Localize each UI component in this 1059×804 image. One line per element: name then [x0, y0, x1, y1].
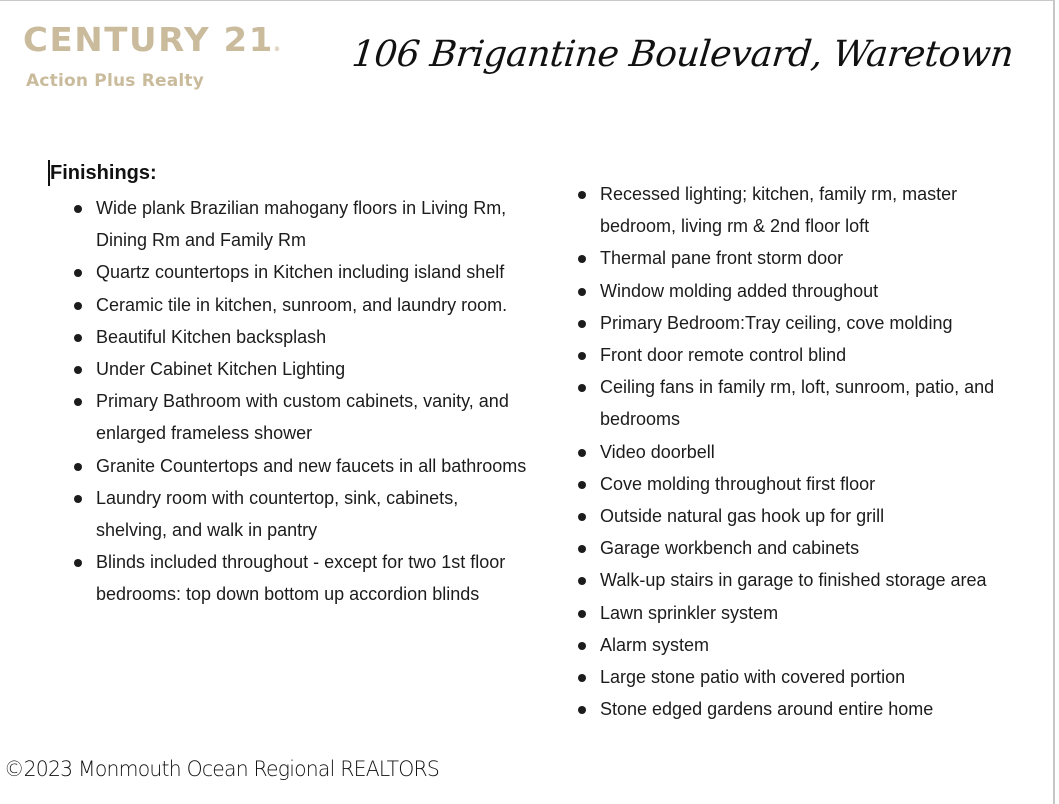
copyright-watermark: ©2023 Monmouth Ocean Regional REALTORS — [4, 757, 440, 781]
list-item-text: Beautiful Kitchen backsplash — [96, 326, 327, 347]
bullet-icon — [74, 463, 82, 471]
logo-office-name: Action Plus Realty — [26, 71, 205, 91]
bullet-icon — [74, 398, 82, 406]
list-item-text: Blinds included throughout - except for two 1st floor bedrooms: top down bottom up accordion blinds — [96, 552, 506, 605]
list-item-text: Primary Bathroom with custom cabinets, vanity, and enlarged frameless shower — [96, 391, 509, 444]
property-address-title: 106 Brigantine Boulevard, Waretown — [349, 34, 1016, 75]
bullet-icon — [578, 610, 586, 618]
list-item-text: Video doorbell — [600, 441, 715, 462]
logo-brand-text: CENTURY 21 — [23, 20, 274, 59]
bullet-icon — [578, 674, 586, 682]
list-item — [574, 178, 1034, 242]
list-item-text: Quartz countertops in Kitchen including island shelf — [96, 262, 505, 283]
list-item-text: Lawn sprinkler system — [600, 602, 779, 623]
list-item — [70, 450, 530, 482]
list-item — [574, 500, 1034, 532]
bullet-icon — [578, 288, 586, 296]
bullet-icon — [578, 513, 586, 521]
list-item-text: Garage workbench and cabinets — [600, 538, 860, 559]
list-item-text: Ceramic tile in kitchen, sunroom, and laundry room. — [96, 294, 508, 315]
list-item — [574, 661, 1034, 693]
list-item-text: Granite Countertops and new faucets in all bathrooms — [96, 455, 527, 476]
list-item-text: Alarm system — [600, 634, 710, 655]
list-item-text: Under Cabinet Kitchen Lighting — [96, 359, 346, 380]
bullet-icon — [578, 320, 586, 328]
list-item-text: Walk-up stairs in garage to finished storage area — [600, 570, 987, 591]
century21-logo — [23, 20, 281, 92]
list-item-text: Wide plank Brazilian mahogany floors in Living Rm, Dining Rm and Family Rm — [96, 198, 507, 251]
list-item — [574, 339, 1034, 371]
bullet-icon — [74, 302, 82, 310]
list-item-text: Outside natural gas hook up for grill — [600, 506, 885, 527]
list-item — [574, 532, 1034, 564]
list-item — [574, 242, 1034, 274]
bullet-icon — [578, 706, 586, 714]
list-item — [70, 353, 530, 385]
list-item-text: Recessed lighting; kitchen, family rm, master bedroom, living rm & 2nd floor loft — [600, 184, 958, 237]
list-item-text: Primary Bedroom:Tray ceiling, cove molding — [600, 312, 953, 333]
bullet-icon — [74, 269, 82, 277]
bullet-icon — [74, 495, 82, 503]
list-item-text: Laundry room with countertop, sink, cabinets, shelving, and walk in pantry — [96, 487, 459, 541]
list-item-text: Stone edged gardens around entire home — [600, 699, 934, 720]
list-item-text: Window molding added throughout — [600, 280, 879, 301]
list-item-text: Thermal pane front storm door — [600, 248, 844, 269]
list-item — [574, 371, 1034, 435]
list-item — [574, 275, 1034, 307]
list-item — [70, 256, 530, 288]
list-item — [574, 693, 1034, 725]
list-item — [70, 321, 530, 353]
list-item — [70, 546, 530, 610]
finishings-heading: Finishings: — [50, 162, 157, 184]
list-item — [574, 436, 1034, 468]
list-item-text: Ceiling fans in family rm, loft, sunroom, patio, and bedrooms — [600, 377, 995, 430]
bullet-icon — [578, 352, 586, 360]
finishings-list-right — [574, 178, 1034, 725]
bullet-icon — [74, 366, 82, 374]
list-item — [574, 597, 1034, 629]
list-item — [574, 468, 1034, 500]
bullet-icon — [578, 191, 586, 199]
bullet-icon — [74, 334, 82, 342]
bullet-icon — [578, 545, 586, 553]
bullet-icon — [578, 384, 586, 392]
logo-brand-name — [23, 22, 280, 68]
bullet-icon — [578, 449, 586, 457]
registered-mark-icon: ® — [273, 46, 281, 53]
bullet-icon — [578, 481, 586, 489]
list-item — [70, 192, 530, 256]
bullet-icon — [578, 577, 586, 585]
bullet-icon — [578, 642, 586, 650]
list-item — [70, 289, 530, 321]
list-item — [70, 482, 530, 546]
bullet-icon — [74, 205, 82, 213]
list-item — [574, 629, 1034, 661]
list-item-text: Large stone patio with covered portion — [600, 667, 906, 688]
list-item — [574, 307, 1034, 339]
bullet-icon — [578, 255, 586, 263]
list-item — [574, 564, 1034, 596]
list-item — [70, 385, 530, 449]
finishings-list-left — [70, 192, 530, 611]
list-item-text: Front door remote control blind — [600, 345, 847, 366]
list-item-text: Cove molding throughout first floor — [600, 473, 876, 494]
bullet-icon — [74, 559, 82, 567]
